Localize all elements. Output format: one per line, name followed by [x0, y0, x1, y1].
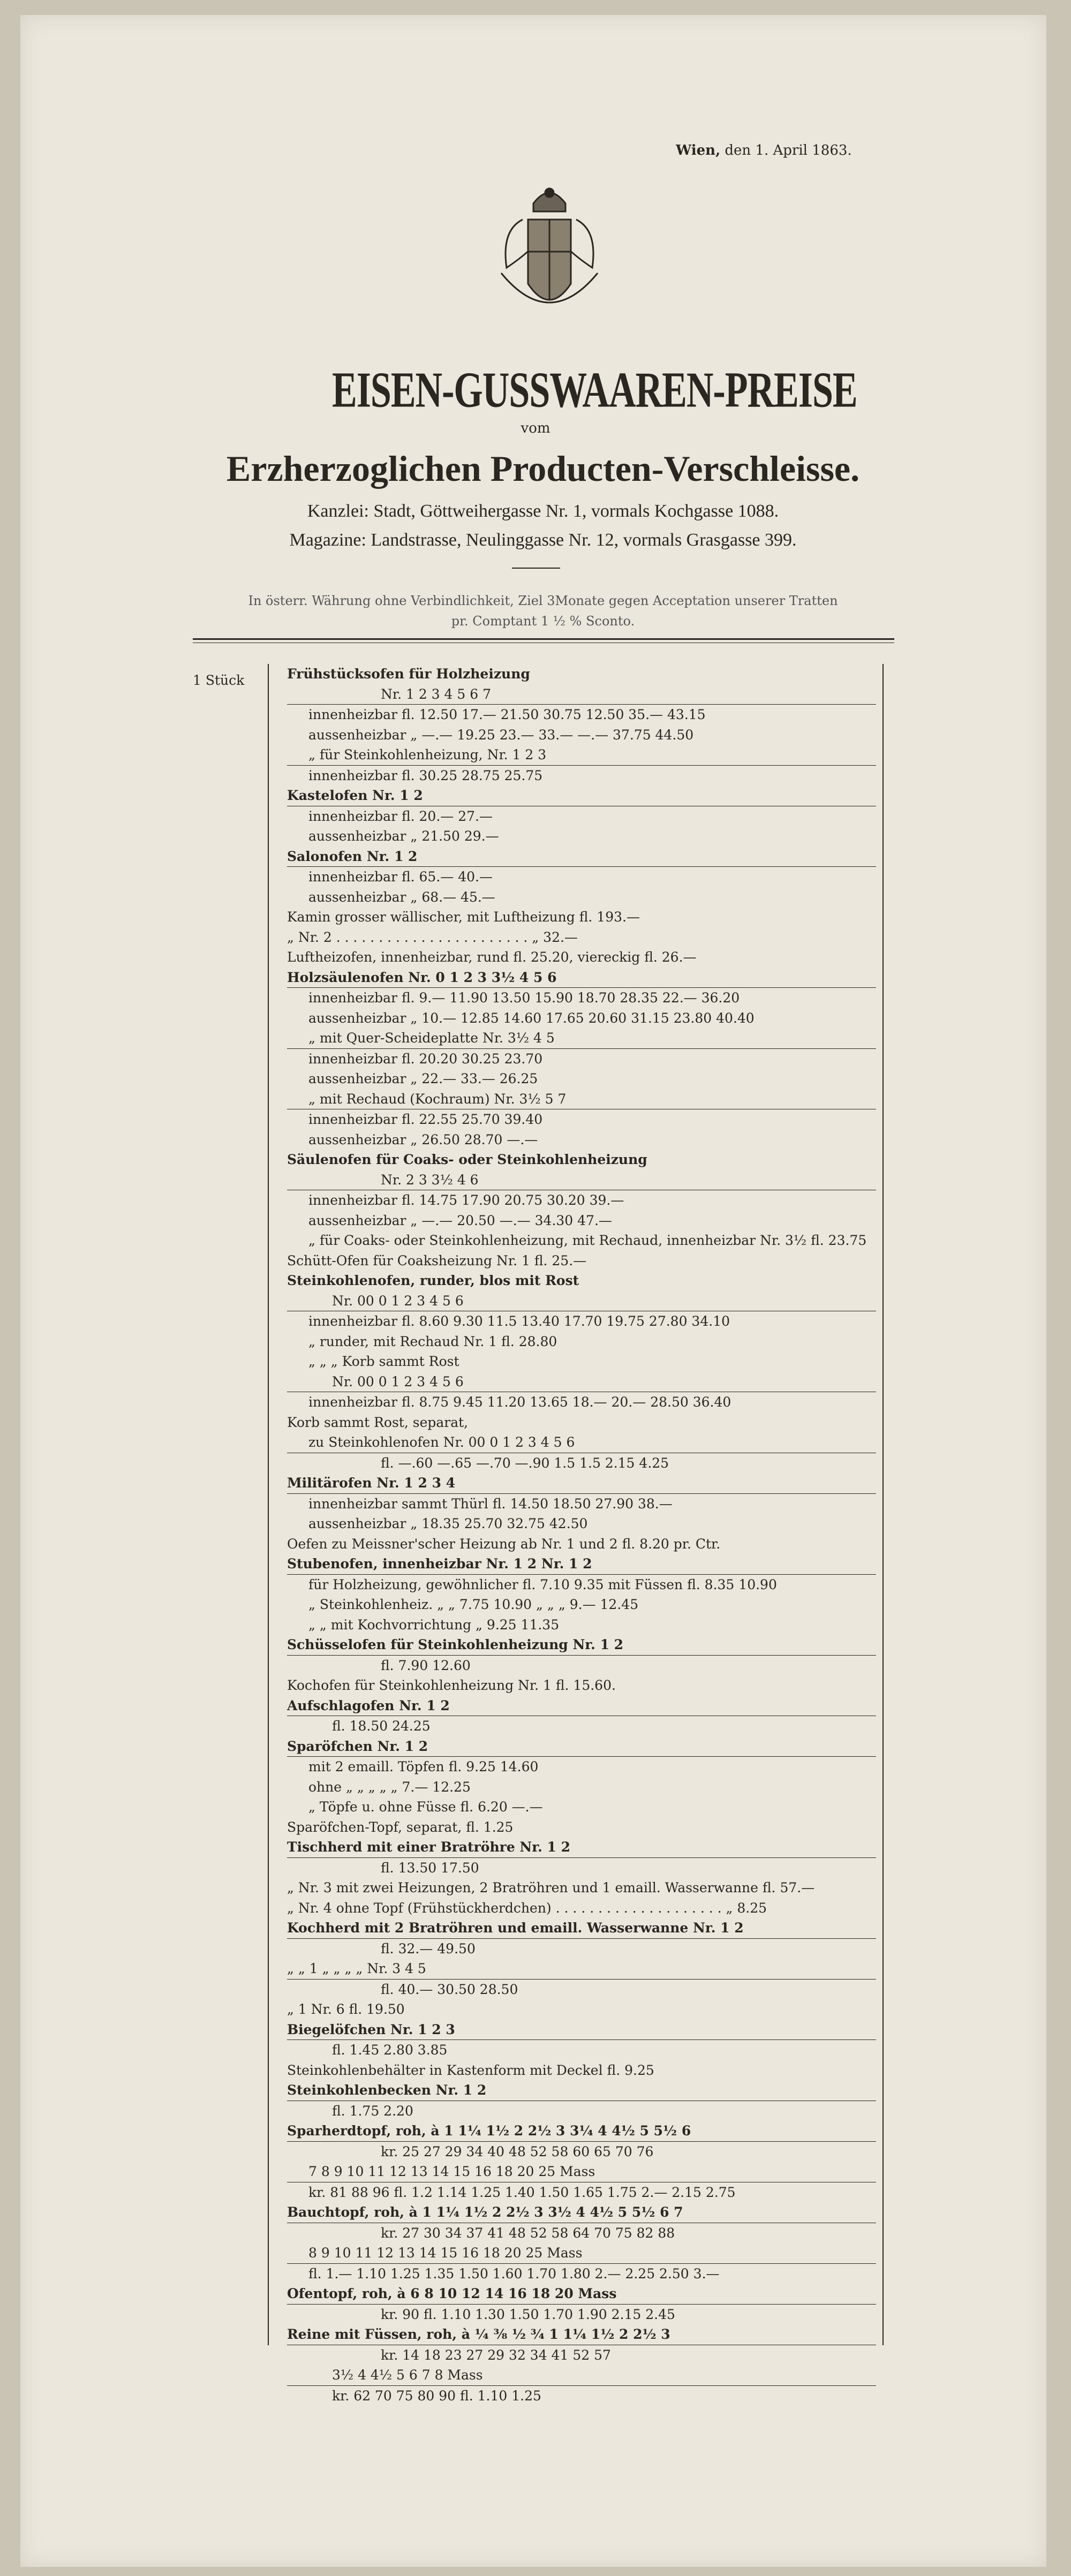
price-row: fl. 40.— 30.50 28.50 — [381, 1981, 518, 1997]
price-row: „ „ 1 „ „ „ „ Nr. 3 4 5 — [287, 1959, 876, 1980]
price-row: „ für Coaks- oder Steinkohlenheizung, mit Rechaud, innenheizbar Nr. 3½ fl. 23.75 — [308, 1233, 867, 1248]
header-rule — [193, 638, 894, 640]
price-row: kr. 90 fl. 1.10 1.30 1.50 1.70 1.90 2.15 2.45 — [381, 2306, 675, 2322]
price-row: 7 8 9 10 11 12 13 14 15 16 18 20 25 Mass — [287, 2162, 876, 2182]
price-row: Frühstücksofen für Holzheizung — [287, 666, 530, 682]
price-row: Korb sammt Rost, separat, — [287, 1414, 469, 1430]
price-row: innenheizbar fl. 12.50 17.— 21.50 30.75 12.50 35.— 43.15 — [308, 707, 706, 722]
price-row: kr. 14 18 23 27 29 32 34 41 52 57 — [381, 2347, 611, 2363]
price-row: Aufschlagofen Nr. 1 2 — [287, 1696, 876, 1717]
column-divider-right — [883, 664, 884, 2345]
price-row: Holzsäulenofen Nr. 0 1 2 3 3½ 4 5 6 — [287, 968, 876, 988]
short-divider — [512, 568, 560, 569]
vom-label: vom — [521, 420, 550, 436]
price-row: Biegelöfchen Nr. 1 2 3 — [287, 2020, 876, 2041]
price-row: kr. 62 70 75 80 90 fl. 1.10 1.25 — [332, 2388, 541, 2404]
price-row: Reine mit Füssen, roh, à ¼ ⅜ ½ ¾ 1 1¼ 1½ 2 2½ 3 — [287, 2324, 876, 2345]
price-row: fl. 1.— 1.10 1.25 1.35 1.50 1.60 1.70 1.80 2.— 2.25 2.50 3.— — [308, 2265, 720, 2282]
price-list — [287, 664, 876, 2404]
price-row: Schüsselofen für Steinkohlenheizung Nr. 1 2 — [287, 1635, 876, 1656]
price-row: Ofentopf, roh, à 6 8 10 12 14 16 18 20 Mass — [287, 2284, 876, 2305]
price-row: innenheizbar sammt Thürl fl. 14.50 18.50 27.90 38.— — [308, 1495, 673, 1512]
price-row: aussenheizbar „ 68.— 45.— — [308, 889, 495, 905]
price-row: 3½ 4 4½ 5 6 7 8 Mass — [287, 2365, 876, 2386]
price-row: „ Töpfe u. ohne Füsse fl. 6.20 —.— — [308, 1799, 543, 1815]
price-row: Schütt-Ofen für Coaksheizung Nr. 1 fl. 25.— — [287, 1252, 587, 1268]
price-row: kr. 81 88 96 fl. 1.2 1.14 1.25 1.40 1.50 1.65 1.75 2.— 2.15 2.75 — [308, 2184, 736, 2200]
date-line: Wien, den 1. April 1863. — [676, 142, 852, 158]
price-row: aussenheizbar „ 26.50 28.70 —.— — [308, 1131, 538, 1147]
price-row: Salonofen Nr. 1 2 — [287, 847, 876, 867]
price-row: innenheizbar fl. 8.75 9.45 11.20 13.65 18.— 20.— 28.50 36.40 — [308, 1394, 731, 1410]
price-row: ohne „ „ „ „ „ 7.— 12.25 — [308, 1779, 471, 1795]
price-row: Tischherd mit einer Bratröhre Nr. 1 2 — [287, 1837, 876, 1858]
price-row: „ Steinkohlenheiz. „ „ 7.75 10.90 „ „ „ 9.— 12.45 — [308, 1597, 639, 1612]
kanzlei-address: Kanzlei: Stadt, Göttweihergasse Nr. 1, vormals Kochgasse 1088. — [307, 501, 779, 521]
price-row: Sparöfchen Nr. 1 2 — [287, 1736, 876, 1757]
document-title: EISEN-GUSSWAAREN-PREISE — [332, 362, 857, 419]
price-row: Kastelofen Nr. 1 2 — [287, 785, 876, 806]
imperial-crest-icon — [491, 182, 608, 332]
price-row: Nr. 2 3 3½ 4 6 — [287, 1170, 876, 1191]
price-row: Steinkohlenbecken Nr. 1 2 — [287, 2080, 876, 2101]
price-row: mit 2 emaill. Töpfen fl. 9.25 14.60 — [308, 1759, 539, 1774]
price-row: „ mit Rechaud (Kochraum) Nr. 3½ 5 7 — [287, 1089, 876, 1110]
price-row: innenheizbar fl. 14.75 17.90 20.75 30.20 39.— — [308, 1192, 624, 1208]
price-row: aussenheizbar „ —.— 19.25 23.— 33.— —.— 37.75 44.50 — [308, 727, 694, 743]
price-row: kr. 25 27 29 34 40 48 52 58 60 65 70 76 — [381, 2143, 654, 2159]
price-row: innenheizbar fl. 30.25 28.75 25.75 — [308, 767, 543, 783]
price-row: fl. 1.45 2.80 3.85 — [332, 2042, 448, 2058]
price-row: kr. 27 30 34 37 41 48 52 58 64 70 75 82 88 — [381, 2225, 675, 2241]
price-row: Steinkohlenofen, runder, blos mit Rost — [287, 1273, 579, 1288]
price-row: fl. 7.90 12.60 — [381, 1657, 471, 1673]
price-row: fl. 18.50 24.25 — [332, 1718, 431, 1734]
price-row: Sparherdtopf, roh, à 1 1¼ 1½ 2 2½ 3 3¼ 4 4½ 5 5½ 6 — [287, 2121, 876, 2142]
price-row: aussenheizbar „ —.— 20.50 —.— 34.30 47.— — [308, 1212, 612, 1228]
price-row: Militärofen Nr. 1 2 3 4 — [287, 1473, 876, 1494]
price-row: „ für Steinkohlenheizung, Nr. 1 2 3 — [287, 745, 876, 766]
price-row: fl. 1.75 2.20 — [332, 2103, 413, 2119]
price-row: „ „ „ Korb sammt Rost — [308, 1354, 459, 1369]
price-row: „ Nr. 2 . . . . . . . . . . . . . . . . . . . . . . . „ 32.— — [287, 929, 578, 945]
price-row: „ runder, mit Rechaud Nr. 1 fl. 28.80 — [308, 1333, 557, 1349]
price-row: fl. —.60 —.65 —.70 —.90 1.5 1.5 2.15 4.25 — [381, 1455, 669, 1471]
price-row: Bauchtopf, roh, à 1 1¼ 1½ 2 2½ 3 3½ 4 4½ 5 5½ 6 7 — [287, 2202, 876, 2223]
price-row: Säulenofen für Coaks- oder Steinkohlenheizung — [287, 1152, 647, 1167]
price-row: Luftheizofen, innenheizbar, rund fl. 25.20, viereckig fl. 26.— — [287, 949, 697, 965]
price-row: Steinkohlenbehälter in Kastenform mit Deckel fl. 9.25 — [287, 2062, 654, 2078]
price-row: innenheizbar fl. 22.55 25.70 39.40 — [308, 1112, 543, 1127]
magazine-address: Magazine: Landstrasse, Neulinggasse Nr. 12, vormals Grasgasse 399. — [289, 530, 797, 550]
price-row: Stubenofen, innenheizbar Nr. 1 2 Nr. 1 2 — [287, 1554, 876, 1575]
price-row: „ 1 Nr. 6 fl. 19.50 — [287, 2001, 405, 2017]
price-row: Kamin grosser wällischer, mit Luftheizung fl. 193.— — [287, 909, 640, 925]
price-row: Kochherd mit 2 Bratröhren und emaill. Wasserwanne Nr. 1 2 — [287, 1918, 876, 1939]
price-row: aussenheizbar „ 21.50 29.— — [308, 828, 499, 844]
column-divider-left — [268, 664, 269, 2345]
price-row: „ Nr. 3 mit zwei Heizungen, 2 Bratröhren und 1 emaill. Wasserwanne fl. 57.— — [287, 1880, 815, 1895]
price-row: Nr. 00 0 1 2 3 4 5 6 — [287, 1372, 876, 1393]
price-row: „ „ mit Kochvorrichtung „ 9.25 11.35 — [308, 1616, 560, 1633]
price-row: für Holzheizung, gewöhnlicher fl. 7.10 9.35 mit Füssen fl. 8.35 10.90 — [308, 1576, 777, 1592]
price-row: Oefen zu Meissner'scher Heizung ab Nr. 1 und 2 fl. 8.20 pr. Ctr. — [287, 1536, 721, 1552]
price-row: Nr. 00 0 1 2 3 4 5 6 — [287, 1291, 876, 1312]
price-row: innenheizbar fl. 9.— 11.90 13.50 15.90 18.70 28.35 22.— 36.20 — [308, 990, 740, 1006]
price-row: Nr. 1 2 3 4 5 6 7 — [287, 684, 876, 705]
price-row: aussenheizbar „ 10.— 12.85 14.60 17.65 20.60 31.15 23.80 40.40 — [308, 1010, 755, 1026]
price-row: fl. 32.— 49.50 — [381, 1940, 476, 1956]
unit-label: 1 Stück — [193, 673, 245, 688]
price-row: 8 9 10 11 12 13 14 15 16 18 20 25 Mass — [287, 2243, 876, 2264]
price-row: Sparöfchen-Topf, separat, fl. 1.25 — [287, 1819, 514, 1835]
price-row: innenheizbar fl. 65.— 40.— — [308, 869, 493, 885]
price-row: innenheizbar fl. 8.60 9.30 11.5 13.40 17.70 19.75 27.80 34.10 — [308, 1313, 730, 1329]
price-row: Kochofen für Steinkohlenheizung Nr. 1 fl. 15.60. — [287, 1678, 616, 1693]
price-row: fl. 13.50 17.50 — [381, 1860, 479, 1876]
payment-note: In österr. Währung ohne Verbindlichkeit, Ziel 3Monate gegen Acceptation unserer Tratten — [248, 593, 838, 608]
price-row: aussenheizbar „ 22.— 33.— 26.25 — [308, 1071, 538, 1086]
price-row: innenheizbar fl. 20.— 27.— — [308, 808, 493, 824]
price-row: zu Steinkohlenofen Nr. 00 0 1 2 3 4 5 6 — [287, 1432, 876, 1453]
price-row: innenheizbar fl. 20.20 30.25 23.70 — [308, 1051, 543, 1067]
discount-note: pr. Comptant 1 ½ % Sconto. — [451, 614, 635, 629]
document-subtitle: Erzherzoglichen Producten-Verschleisse. — [226, 448, 860, 489]
price-row: „ Nr. 4 ohne Topf (Frühstückherdchen) . . . . . . . . . . . . . . . . . . . . „ 8.25 — [287, 1900, 767, 1916]
price-row: aussenheizbar „ 18.35 25.70 32.75 42.50 — [308, 1516, 588, 1531]
price-row: „ mit Quer-Scheideplatte Nr. 3½ 4 5 — [287, 1028, 876, 1049]
